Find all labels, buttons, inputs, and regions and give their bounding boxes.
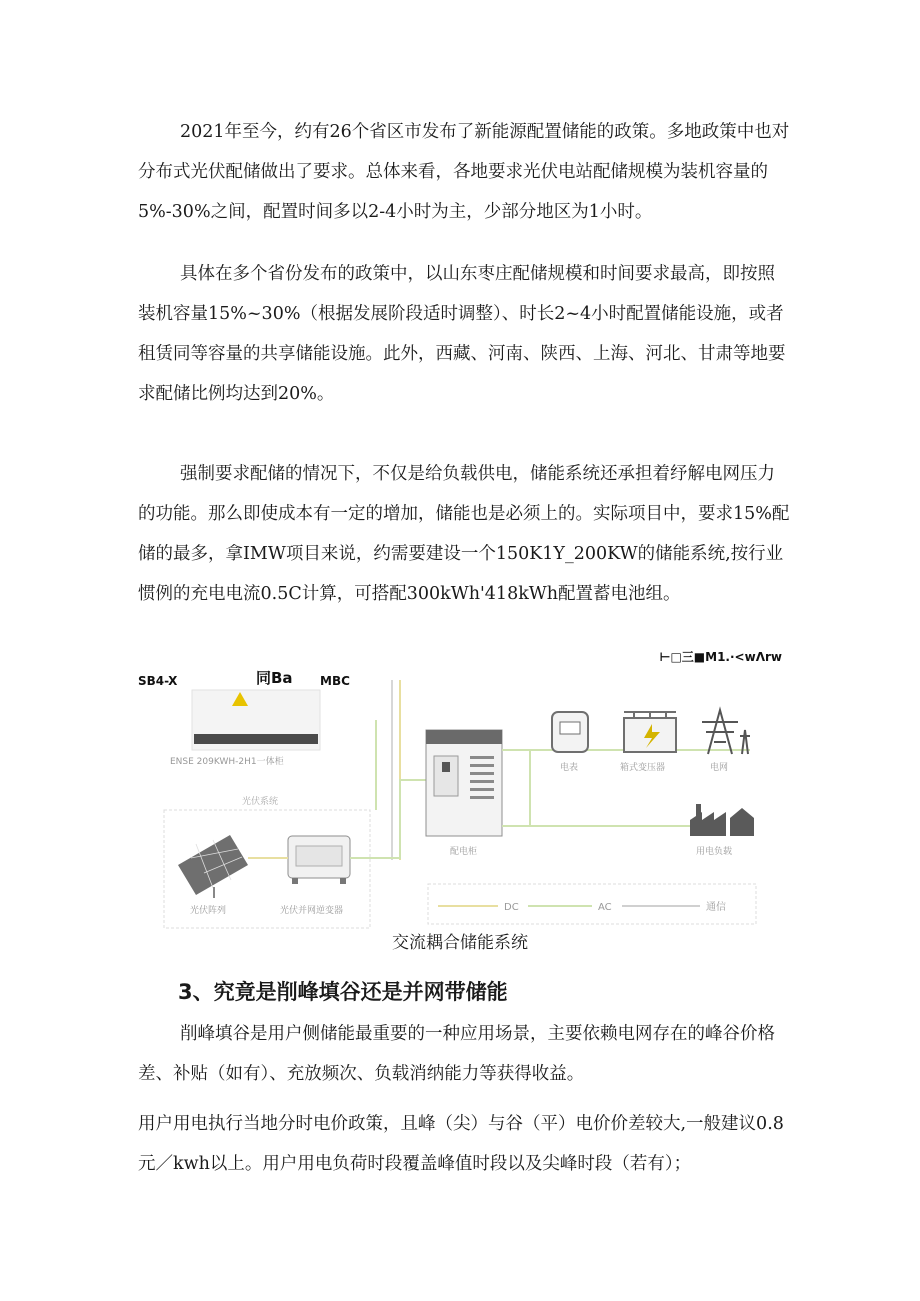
paragraph-peak-shaving: 削峰填谷是用户侧储能最重要的一种应用场景，主要依赖电网存在的峰谷价格差、补贴（如有）、充放频次、负载消纳能力等获得收益。 — [138, 1024, 775, 1084]
storage-cabinet — [170, 690, 320, 767]
load-label: 用电负载 — [696, 847, 733, 857]
paragraph-tou-pricing: 用户用电执行当地分时电价政策，且峰（尖）与谷（平）电价价差较大,一般建议0.8元／kwh以上。用户用电负荷时段覆盖峰值时段以及尖峰时段（若有）； — [138, 1114, 784, 1174]
legend — [428, 884, 756, 924]
legend-ac: AC — [598, 902, 612, 913]
figure-caption: 交流耦合储能系统 — [392, 933, 528, 953]
paragraph-policy-overview: 2021年至今，约有26个省区市发布了新能源配置储能的政策。多地政策中也对分布式光伏配储做出了要求。总体来看，各地要求光伏电站配储规模为装机容量的5%-30%之间，配置时间多以2-4小时为主，少部分地区为1小时。 — [138, 122, 790, 222]
legend-comm: 通信 — [706, 902, 726, 913]
transformer-label: 箱式变压器 — [620, 763, 666, 773]
inverter-label: 光伏并网逆变器 — [280, 906, 344, 916]
label-tong-ba: 同Ba — [256, 669, 293, 687]
grid-tower-icon — [702, 710, 750, 754]
meter-label: 电表 — [560, 763, 579, 773]
figure-top-right-text: ⊢□三■M1.·<wΛrw — [659, 650, 782, 664]
distribution-label: 配电柜 — [450, 847, 478, 857]
transformer-icon — [624, 712, 676, 752]
paragraph-mandatory-storage: 强制要求配储的情况下，不仅是给负载供电，储能系统还承担着纾解电网压力的功能。那么即使成本有一定的增加，储能也是必须上的。实际项目中，要求15%配储的最多，拿IMW项目来说，约需要建设一个150K1Y_200KW的储能系统,按行业惯例的充电电流0.5C计算，可搭配300kWh'418kWh配置蓄电池组。 — [138, 464, 790, 604]
paragraph-provincial-policies: 具体在多个省份发布的政策中，以山东枣庄配储规模和时间要求最高，即按照装机容量15%~30%（根据发展阶段适时调整）、时长2~4小时配置储能设施，或者租赁同等容量的共享储能设施。此外，西藏、河南、陕西、上海、河北、甘肃等地要求配储比例均达到20%。 — [138, 264, 786, 404]
label-mbc: MBC — [320, 674, 350, 688]
inverter-icon — [288, 836, 350, 884]
cabinet-label: ENSE 209KWH-2H1一体柜 — [170, 757, 284, 767]
pv-system-label: 光伏系统 — [242, 797, 279, 807]
pv-array-label: 光伏阵列 — [190, 906, 227, 916]
legend-dc: DC — [504, 902, 519, 913]
meter-icon — [552, 712, 588, 752]
factory-load-icon — [690, 804, 754, 836]
ac-coupled-storage-diagram — [130, 640, 790, 930]
solar-panel-icon — [178, 835, 248, 898]
grid-label: 电网 — [710, 763, 729, 773]
section-heading: 3、究竟是削峰填谷还是并网带储能 — [178, 980, 508, 1004]
label-sb4x: SB4-X — [138, 674, 178, 688]
distribution-cabinet-icon — [426, 730, 502, 836]
